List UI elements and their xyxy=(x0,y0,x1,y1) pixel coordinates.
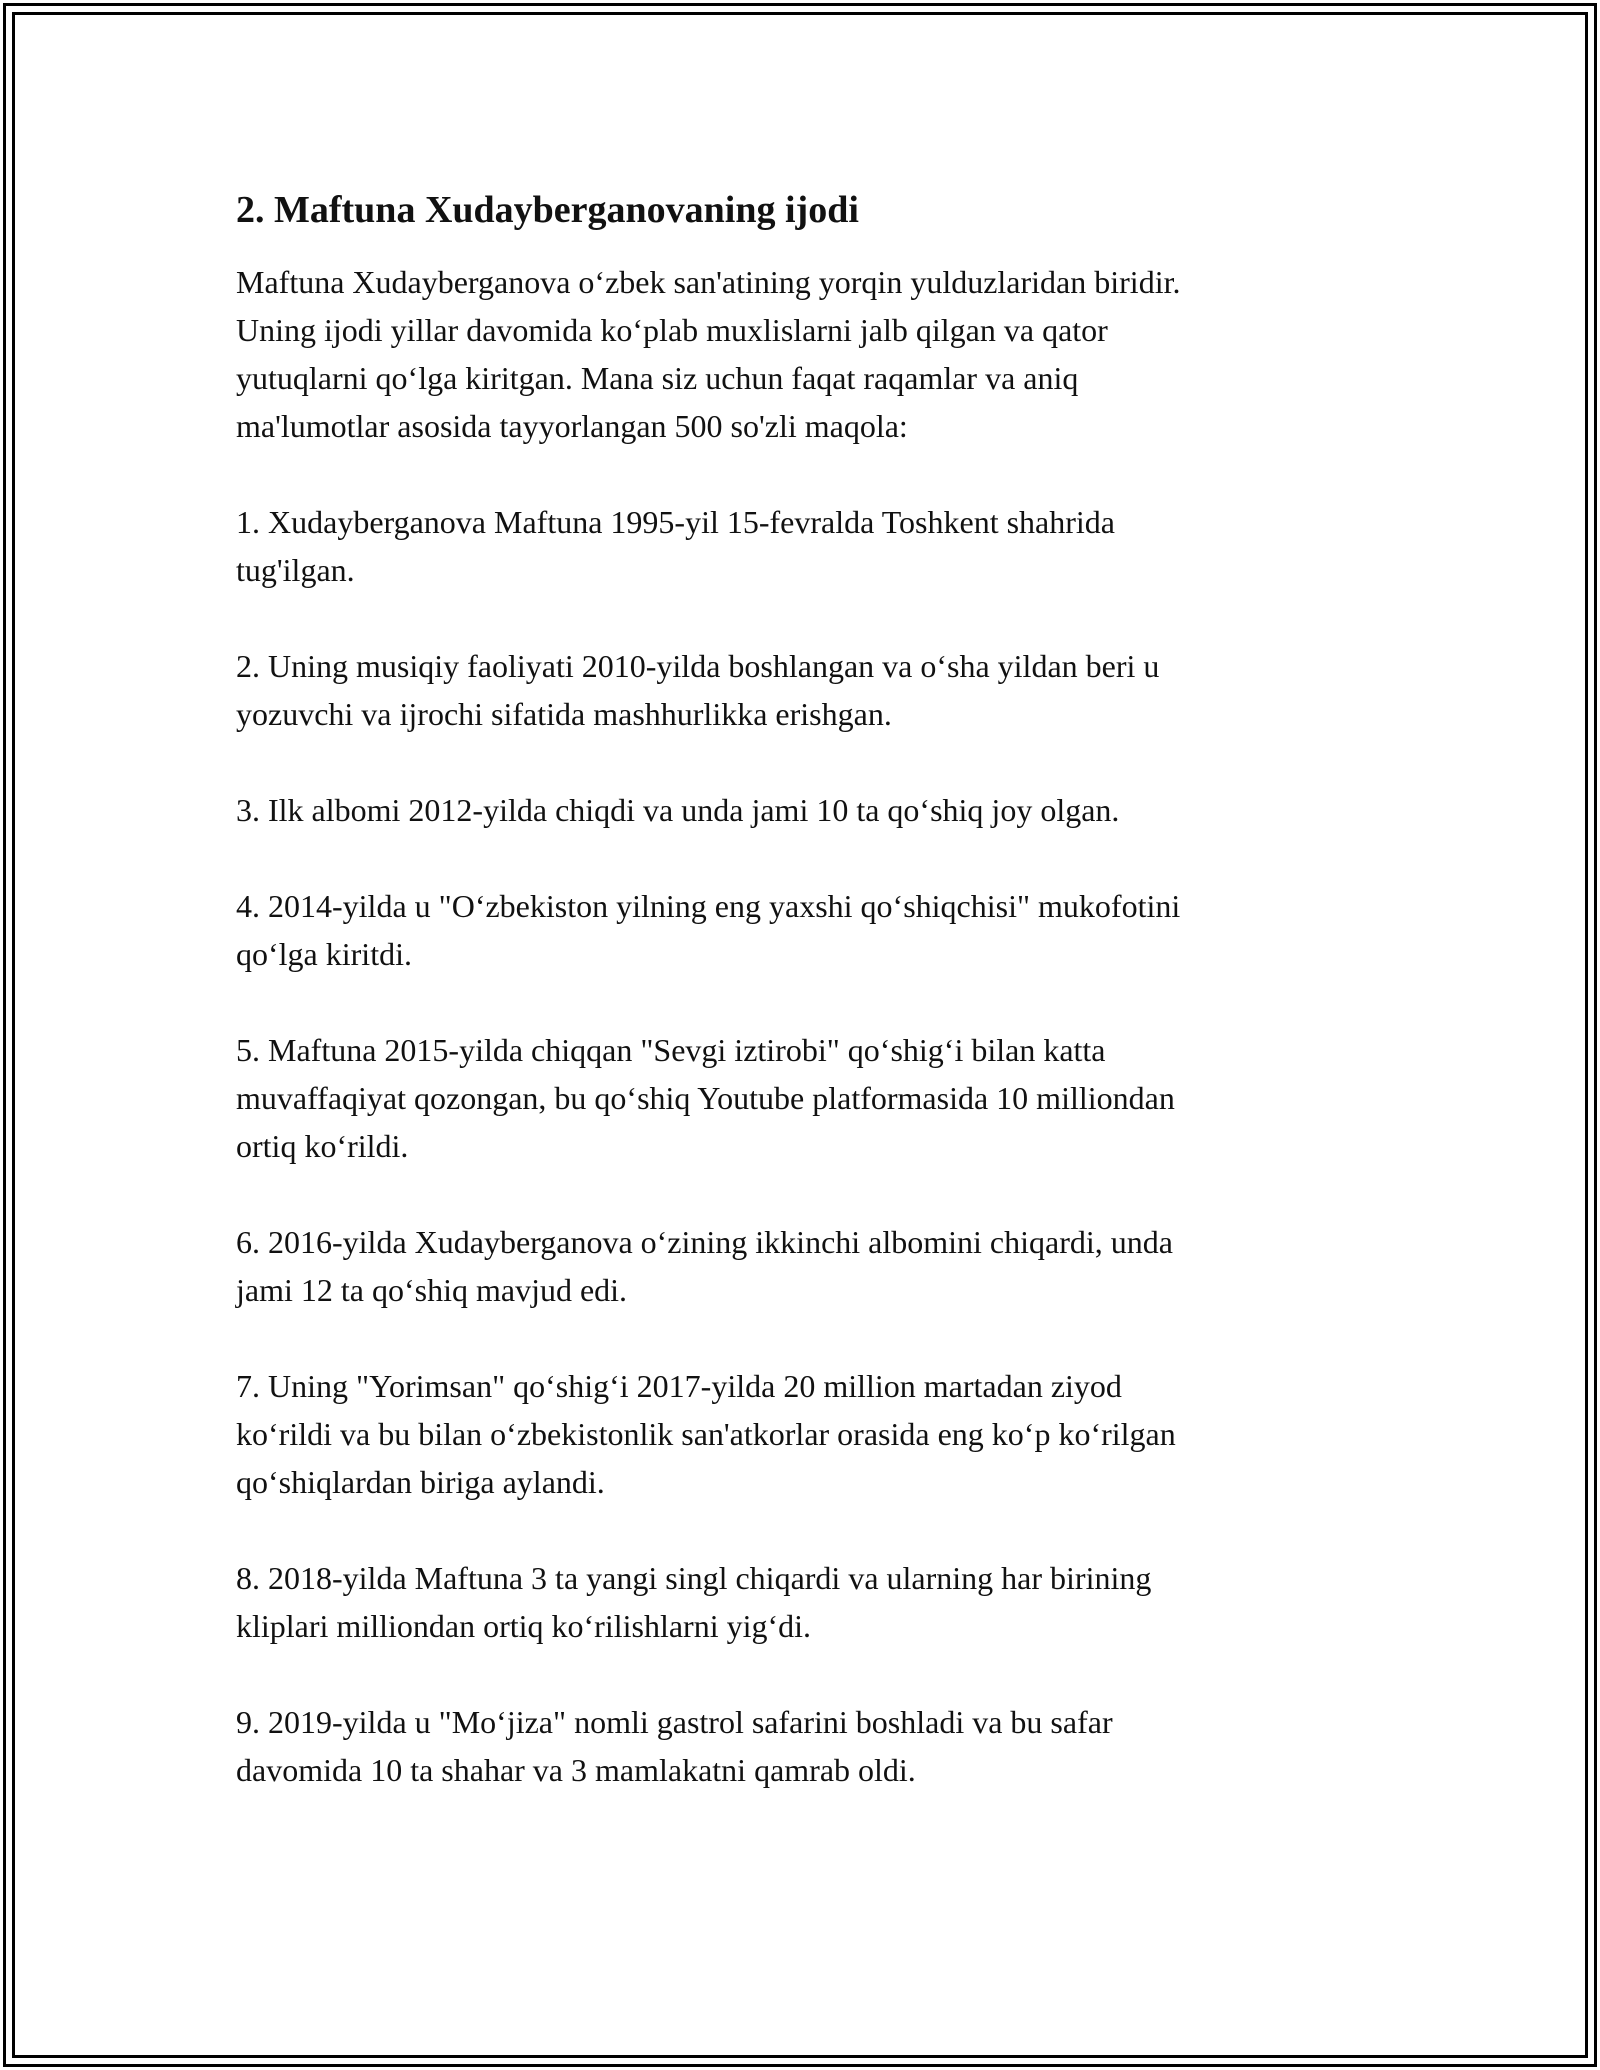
list-item: 6. 2016-yilda Xudayberganova o‘zining ikkinchi albomini chiqardi, unda jami 12 ta qo‘shiq mavjud edi. xyxy=(236,1224,1173,1308)
list-item: 2. Uning musiqiy faoliyati 2010-yilda boshlangan va o‘sha yildan beri u yozuvchi va ijrochi sifatida mashhurlikka erishgan. xyxy=(236,648,1160,732)
list-item: 4. 2014-yilda u "O‘zbekiston yilning eng yaxshi qo‘shiqchisi" mukofotini qo‘lga kiritdi. xyxy=(236,888,1181,972)
list-item: 1. Xudayberganova Maftuna 1995-yil 15-fevralda Toshkent shahrida tug'ilgan. xyxy=(236,504,1115,588)
list-item: 3. Ilk albomi 2012-yilda chiqdi va unda jami 10 ta qo‘shiq joy olgan. xyxy=(236,792,1120,828)
document-body xyxy=(236,186,1356,1842)
section-heading: 2. Maftuna Xudayberganovaning ijodi xyxy=(236,189,859,231)
intro-paragraph: Maftuna Xudayberganova o‘zbek san'atining yorqin yulduzlaridan biridir. Uning ijodi yillar davomida ko‘plab muxlislarni jalb qilgan va qator yutuqlarni qo‘lga kiritgan. Mana siz uchun faqat raqamlar va aniq ma'lumotlar asosida tayyorlangan 500 so'zli maqola: xyxy=(236,264,1181,444)
list-item: 9. 2019-yilda u "Mo‘jiza" nomli gastrol safarini boshladi va bu safar davomida 10 ta shahar va 3 mamlakatni qamrab oldi. xyxy=(236,1704,1113,1788)
list-item: 5. Maftuna 2015-yilda chiqqan "Sevgi iztirobi" qo‘shig‘i bilan katta muvaffaqiyat qozongan, bu qo‘shiq Youtube platformasida 10 milliondan ortiq ko‘rildi. xyxy=(236,1032,1175,1164)
list-item: 7. Uning "Yorimsan" qo‘shig‘i 2017-yilda 20 million martadan ziyod ko‘rildi va bu bilan o‘zbekistonlik san'atkorlar orasida eng ko‘p ko‘rilgan qo‘shiqlardan biriga aylandi. xyxy=(236,1368,1176,1500)
list-item: 8. 2018-yilda Maftuna 3 ta yangi singl chiqardi va ularning har birining kliplari milliondan ortiq ko‘rilishlarni yig‘di. xyxy=(236,1560,1152,1644)
